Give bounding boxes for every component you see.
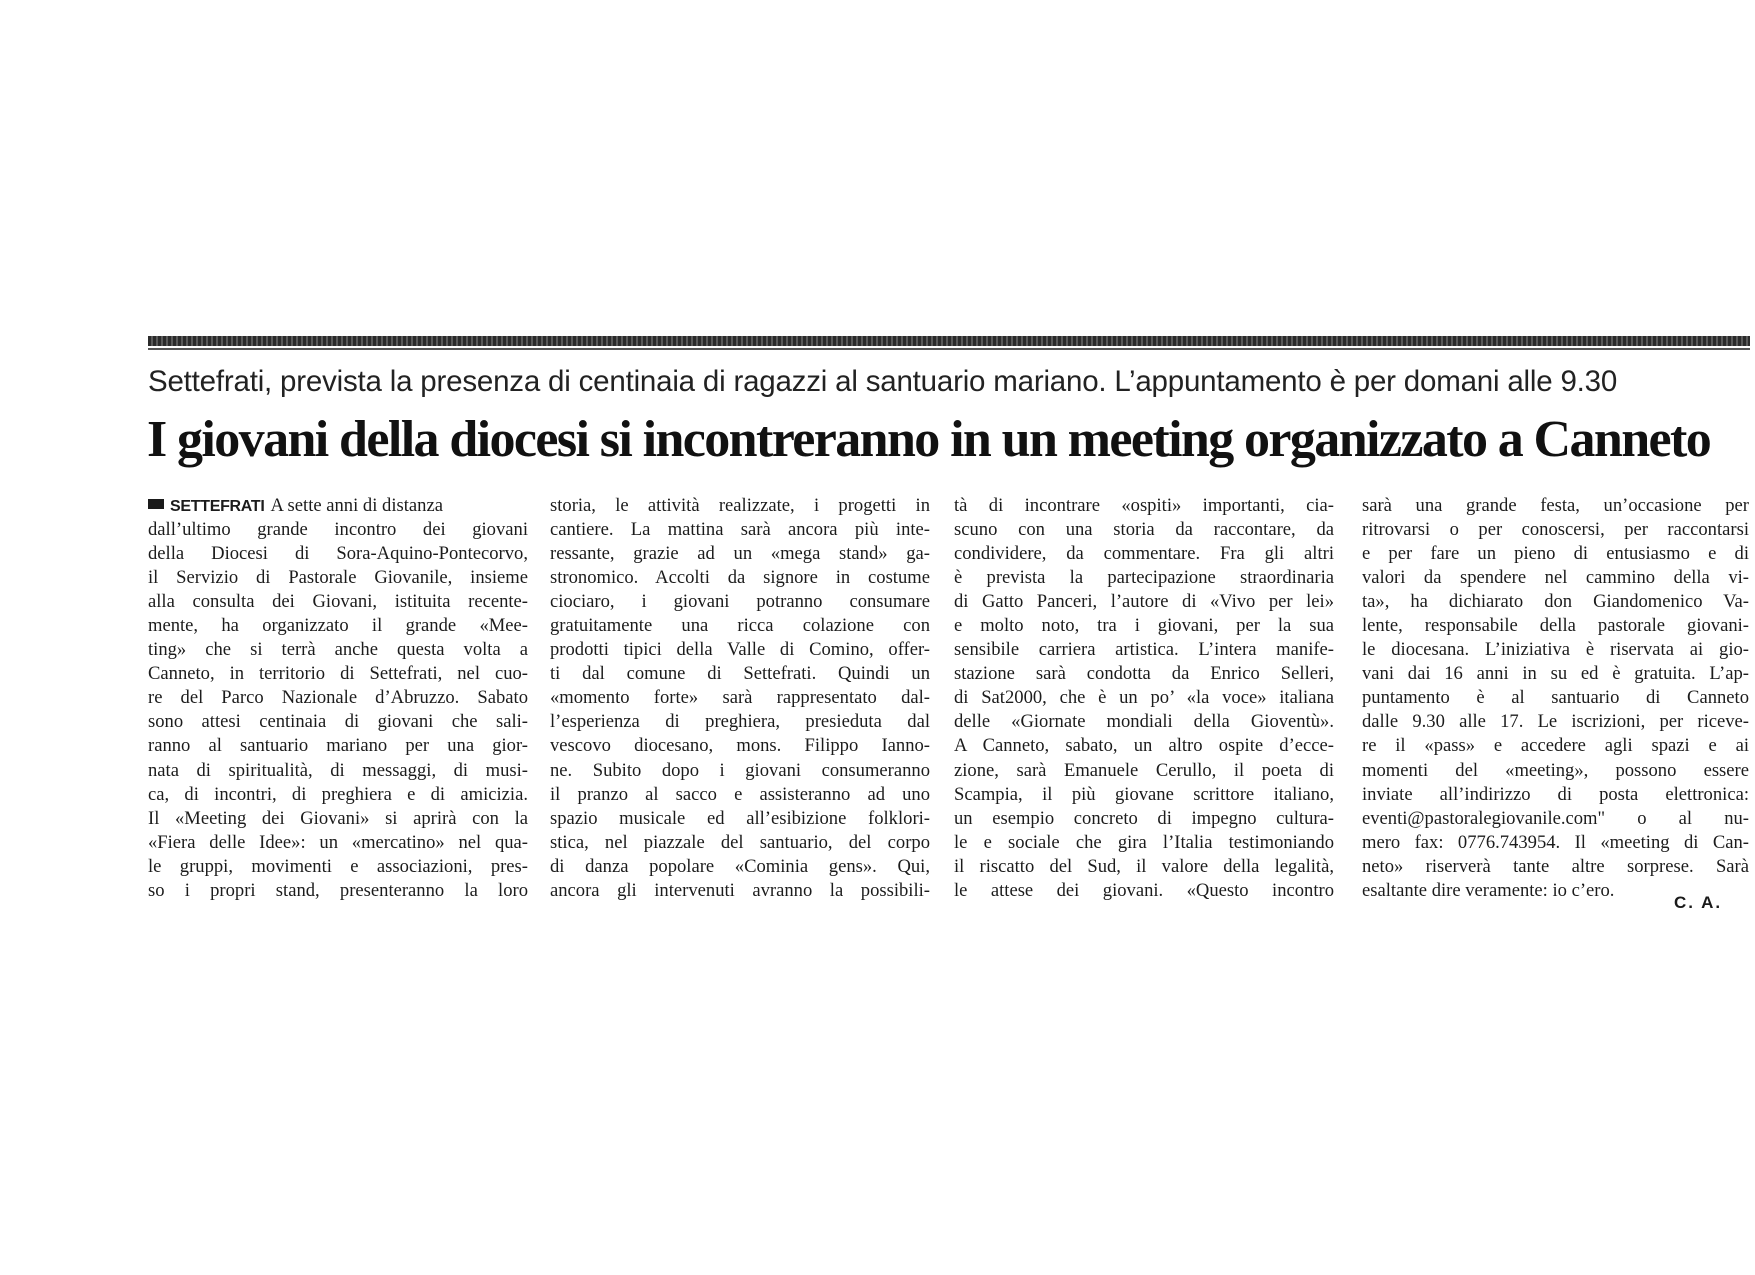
column-line: mente, ha organizzato il grande «Mee-: [148, 615, 528, 637]
column-line: cantiere. La mattina sarà ancora più inte-: [550, 519, 930, 541]
column-line: tà di incontrare «ospiti» importanti, cia-: [954, 495, 1334, 516]
column-line: vani dai 16 anni in su ed è gratuita. L’ap-: [1362, 663, 1749, 685]
column-line: dall’ultimo grande incontro dei giovani: [148, 519, 528, 541]
column-line: lente, responsabile della pastorale giovani-: [1362, 615, 1749, 637]
column-line: di Gatto Panceri, l’autore di «Vivo per lei»: [954, 591, 1334, 613]
column-line: so i propri stand, presenteranno la loro: [148, 879, 528, 901]
column-line: zione, sarà Emanuele Cerullo, il poeta di: [954, 759, 1334, 781]
column-line: esaltante dire veramente: io c’ero.: [1362, 879, 1615, 901]
column-line: spazio musicale ed all’esibizione folklori-: [550, 807, 930, 829]
column-line: prodotti tipici della Valle di Comino, offer-: [550, 639, 930, 661]
column-line: sensibile carriera artistica. L’intera manife-: [954, 639, 1334, 661]
column-line: SETTEFRATI A sette anni di distanza: [148, 494, 528, 518]
column-line: l’esperienza di preghiera, presieduta dal: [550, 711, 930, 733]
column-line: puntamento è al santuario di Canneto: [1362, 687, 1749, 709]
column-line: il Servizio di Pastorale Giovanile, insieme: [148, 567, 528, 589]
column-line: ciociaro, i giovani potranno consumare: [550, 591, 930, 613]
column-line: stica, nel piazzale del santuario, del corpo: [550, 831, 930, 853]
section-rule: [148, 336, 1750, 346]
column-line: un esempio concreto di impegno cultura-: [954, 807, 1334, 829]
column-line: le gruppi, movimenti e associazioni, pres-: [148, 855, 528, 877]
column-line: ti dal comune di Settefrati. Quindi un: [550, 663, 930, 685]
article-column-3: [954, 494, 1334, 903]
column-line: di Sat2000, che è un po’ «la voce» italiana: [954, 687, 1334, 709]
column-line: alla consulta dei Giovani, istituita recente-: [148, 591, 528, 613]
column-line: della Diocesi di Sora-Aquino-Pontecorvo,: [148, 543, 528, 565]
column-line: neto» riserverà tante altre sorprese. Sarà: [1362, 855, 1749, 877]
column-line: inviate all’indirizzo di posta elettronica:: [1362, 783, 1749, 805]
dateline: SETTEFRATI: [170, 498, 265, 515]
column-line: dalle 9.30 alle 17. Le iscrizioni, per riceve-: [1362, 711, 1749, 733]
column-line: stronomico. Accolti da signore in costume: [550, 567, 930, 589]
article-body: [148, 494, 1753, 914]
column-line: storia, le attività realizzate, i progetti in: [550, 495, 930, 516]
column-line: Scampia, il più giovane scrittore italiano,: [954, 783, 1334, 805]
column-line: ranno al santuario mariano per una gior-: [148, 735, 528, 757]
column-line: ca, di incontri, di preghiera e di amicizia.: [148, 783, 528, 805]
column-line: vescovo diocesano, mons. Filippo Ianno-: [550, 735, 930, 757]
column-line: le diocesana. L’iniziativa è riservata ai gio-: [1362, 639, 1749, 661]
column-line: re il «pass» e accedere agli spazi e ai: [1362, 735, 1749, 757]
column-line: «momento forte» sarà rappresentato dal-: [550, 687, 930, 709]
column-line: stazione sarà condotta da Enrico Selleri,: [954, 663, 1334, 685]
column-line: ting» che si terrà anche questa volta a: [148, 639, 528, 661]
article-column-1: [148, 494, 528, 903]
article-column-4: [1362, 494, 1749, 903]
column-line: sarà una grande festa, un’occasione per: [1362, 495, 1749, 516]
column-line: A Canneto, sabato, un altro ospite d’ecce-: [954, 735, 1334, 757]
column-line: Il «Meeting dei Giovani» si aprirà con la: [148, 807, 528, 829]
column-line: delle «Giornate mondiali della Gioventù».: [954, 711, 1334, 733]
column-line: ritrovarsi o per conoscersi, per raccontarsi: [1362, 519, 1749, 541]
author-signature: C. A.: [1674, 893, 1723, 912]
section-rule-thin: [148, 348, 1750, 350]
column-line: e molto noto, tra i giovani, per la sua: [954, 615, 1334, 637]
column-line: condividere, da commentare. Fra gli altri: [954, 543, 1334, 565]
article-headline: I giovani della diocesi si incontreranno in un meeting organizzato a Canneto: [147, 411, 1711, 468]
column-line: mero fax: 0776.743954. Il «meeting di Can-: [1362, 831, 1749, 853]
column-line: sono attesi centinaia di giovani che sali-: [148, 711, 528, 733]
column-line: «Fiera delle Idee»: un «mercatino» nel qua-: [148, 831, 528, 853]
column-line: re del Parco Nazionale d’Abruzzo. Sabato: [148, 687, 528, 709]
column-line: gratuitamente una ricca colazione con: [550, 615, 930, 637]
dateline-marker: [148, 499, 164, 509]
column-line: ne. Subito dopo i giovani consumeranno: [550, 759, 930, 781]
column-line: ta», ha dichiarato don Giandomenico Va-: [1362, 591, 1749, 613]
column-line: le e sociale che gira l’Italia testimoniando: [954, 831, 1334, 853]
column-line: le attese dei giovani. «Questo incontro: [954, 879, 1334, 901]
column-line: ancora gli intervenuti avranno la possibili-: [550, 879, 930, 901]
column-line: ressante, grazie ad un «mega stand» ga-: [550, 543, 930, 565]
column-line: Canneto, in territorio di Settefrati, nel cuo-: [148, 663, 528, 685]
column-line: scuno con una storia da raccontare, da: [954, 519, 1334, 541]
column-line: momenti del «meeting», possono essere: [1362, 759, 1749, 781]
column-line: di danza popolare «Cominia gens». Qui,: [550, 855, 930, 877]
column-line: il pranzo al sacco e assisteranno ad uno: [550, 783, 930, 805]
column-line: il riscatto del Sud, il valore della legalità,: [954, 855, 1334, 877]
column-line: nata di spiritualità, di messaggi, di musi-: [148, 759, 528, 781]
column-line: è prevista la partecipazione straordinaria: [954, 567, 1334, 589]
article-column-2: [550, 494, 930, 903]
column-line: valori da spendere nel cammino della vi-: [1362, 567, 1749, 589]
column-line: eventi@pastoralegiovanile.com" o al nu-: [1362, 807, 1749, 829]
column-line: e per fare un pieno di entusiasmo e di: [1362, 543, 1749, 565]
article-kicker: Settefrati, prevista la presenza di centinaia di ragazzi al santuario mariano. L’appuntamento è per domani alle 9.30: [148, 365, 1618, 398]
